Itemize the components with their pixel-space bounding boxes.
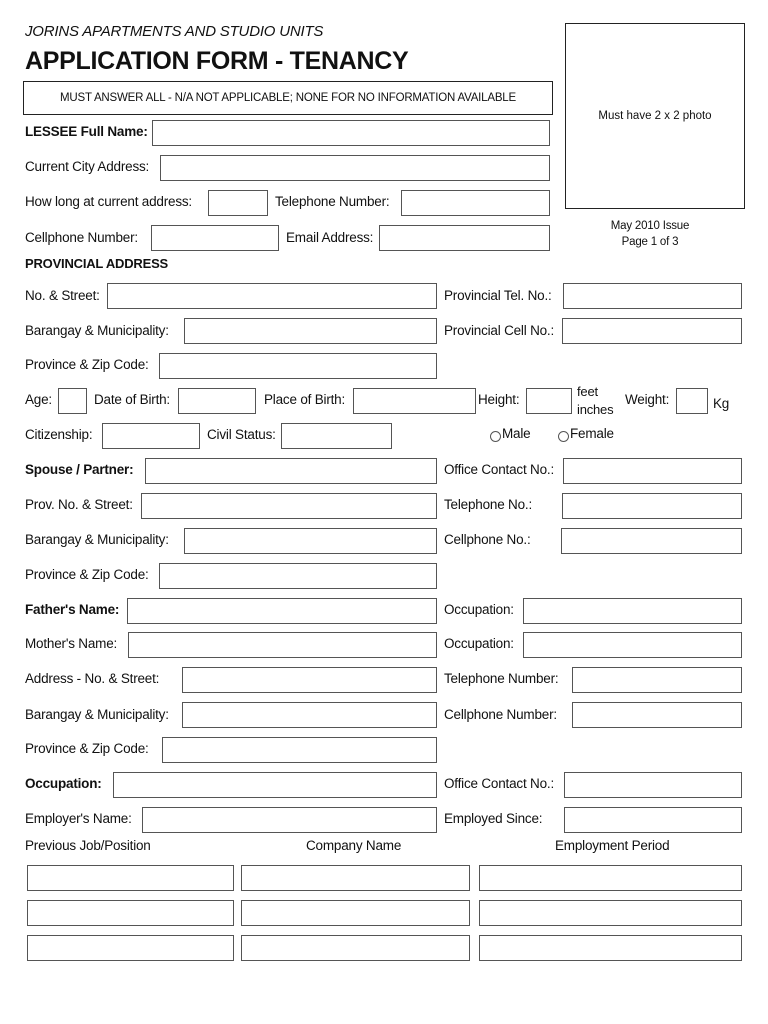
height-label: Height:: [478, 392, 520, 407]
notice-text: MUST ANSWER ALL - N/A NOT APPLICABLE; NONE FOR NO INFORMATION AVAILABLE: [60, 92, 516, 104]
parents-address-label: Address - No. & Street:: [25, 671, 160, 686]
company-name-field[interactable]: [241, 900, 470, 926]
mother-occupation-field[interactable]: [523, 632, 742, 658]
notice-box: [23, 81, 553, 115]
father-occupation-field[interactable]: [523, 598, 742, 624]
height-field[interactable]: [526, 388, 572, 414]
spouse-telephone-field[interactable]: [562, 493, 742, 519]
father-occupation-label: Occupation:: [444, 602, 514, 617]
occupation-label: Occupation:: [25, 776, 102, 791]
prov-zip-label: Province & Zip Code:: [25, 357, 149, 372]
citizenship-field[interactable]: [102, 423, 200, 449]
employed-since-label: Employed Since:: [444, 811, 543, 826]
employment-office-field[interactable]: [564, 772, 742, 798]
father-label: Father's Name:: [25, 602, 120, 617]
col-company-name: Company Name: [306, 838, 402, 853]
prov-barangay-field[interactable]: [184, 318, 437, 344]
weight-label: Weight:: [625, 392, 670, 407]
mother-field[interactable]: [128, 632, 437, 658]
weight-field[interactable]: [676, 388, 708, 414]
male-label: Male: [502, 426, 531, 441]
employment-office-label: Office Contact No.:: [444, 776, 555, 791]
spouse-field[interactable]: [145, 458, 437, 484]
spouse-cellphone-field[interactable]: [561, 528, 742, 554]
prov-barangay-label: Barangay & Municipality:: [25, 323, 169, 338]
spouse-street-field[interactable]: [141, 493, 437, 519]
spouse-telephone-label: Telephone No.:: [444, 497, 533, 512]
col-previous-job: Previous Job/Position: [25, 838, 151, 853]
parents-cellphone-label: Cellphone Number:: [444, 707, 557, 722]
pob-label: Place of Birth:: [264, 392, 346, 407]
parents-zip-field[interactable]: [162, 737, 437, 763]
company-name-field[interactable]: [241, 935, 470, 961]
previous-job-field[interactable]: [27, 900, 234, 926]
mother-occupation-label: Occupation:: [444, 636, 514, 651]
female-label: Female: [570, 426, 614, 441]
cellphone-label: Cellphone Number:: [25, 230, 138, 245]
parents-address-field[interactable]: [182, 667, 437, 693]
prov-cell-field[interactable]: [562, 318, 742, 344]
prov-zip-field[interactable]: [159, 353, 437, 379]
company-name-field[interactable]: [241, 865, 470, 891]
prov-cell-label: Provincial Cell No.:: [444, 323, 555, 338]
prov-street-field[interactable]: [107, 283, 437, 309]
spouse-zip-field[interactable]: [159, 563, 437, 589]
form-title: APPLICATION FORM - TENANCY: [25, 47, 409, 75]
employed-since-field[interactable]: [564, 807, 742, 833]
employment-period-field[interactable]: [479, 900, 742, 926]
previous-job-field[interactable]: [27, 935, 234, 961]
inches-label: inches: [577, 402, 614, 417]
telephone-field[interactable]: [401, 190, 550, 216]
telephone-label: Telephone Number:: [275, 194, 390, 209]
age-label: Age:: [25, 392, 52, 407]
kg-label: Kg: [713, 396, 730, 411]
parents-telephone-field[interactable]: [572, 667, 742, 693]
dob-label: Date of Birth:: [94, 392, 170, 407]
employer-label: Employer's Name:: [25, 811, 132, 826]
how-long-label: How long at current address:: [25, 194, 192, 209]
father-field[interactable]: [127, 598, 437, 624]
spouse-street-label: Prov. No. & Street:: [25, 497, 133, 512]
employment-period-field[interactable]: [479, 935, 742, 961]
prov-street-label: No. & Street:: [25, 288, 100, 303]
city-address-field[interactable]: [160, 155, 550, 181]
issue-date: May 2010 Issue: [610, 220, 690, 232]
spouse-zip-label: Province & Zip Code:: [25, 567, 149, 582]
photo-note: Must have 2 x 2 photo: [598, 110, 712, 122]
prov-tel-label: Provincial Tel. No.:: [444, 288, 552, 303]
email-label: Email Address:: [286, 230, 374, 245]
provincial-heading: PROVINCIAL ADDRESS: [25, 256, 169, 271]
mother-label: Mother's Name:: [25, 636, 118, 651]
city-address-label: Current City Address:: [25, 159, 150, 174]
occupation-field[interactable]: [113, 772, 437, 798]
civil-status-field[interactable]: [281, 423, 392, 449]
male-radio[interactable]: [490, 431, 501, 442]
spouse-office-label: Office Contact No.:: [444, 462, 555, 477]
page-number: Page 1 of 3: [621, 236, 679, 248]
female-radio[interactable]: [558, 431, 569, 442]
parents-zip-label: Province & Zip Code:: [25, 741, 149, 756]
pob-field[interactable]: [353, 388, 476, 414]
citizenship-label: Citizenship:: [25, 427, 93, 442]
col-employment-period: Employment Period: [555, 838, 670, 853]
spouse-label: Spouse / Partner:: [25, 462, 134, 477]
employment-period-field[interactable]: [479, 865, 742, 891]
previous-job-field[interactable]: [27, 865, 234, 891]
lessee-name-field[interactable]: [152, 120, 550, 146]
spouse-cellphone-label: Cellphone No.:: [444, 532, 531, 547]
how-long-field[interactable]: [208, 190, 268, 216]
email-field[interactable]: [379, 225, 550, 251]
lessee-name-label: LESSEE Full Name:: [25, 124, 148, 139]
prov-tel-field[interactable]: [563, 283, 742, 309]
photo-box[interactable]: [565, 23, 745, 209]
age-field[interactable]: [58, 388, 87, 414]
employer-field[interactable]: [142, 807, 437, 833]
cellphone-field[interactable]: [151, 225, 279, 251]
company-name: JORINS APARTMENTS AND STUDIO UNITS: [25, 23, 324, 40]
spouse-barangay-field[interactable]: [184, 528, 437, 554]
parents-telephone-label: Telephone Number:: [444, 671, 559, 686]
parents-barangay-label: Barangay & Municipality:: [25, 707, 169, 722]
dob-field[interactable]: [178, 388, 256, 414]
spouse-office-field[interactable]: [563, 458, 742, 484]
parents-barangay-field[interactable]: [182, 702, 437, 728]
parents-cellphone-field[interactable]: [572, 702, 742, 728]
civil-status-label: Civil Status:: [207, 427, 276, 442]
spouse-barangay-label: Barangay & Municipality:: [25, 532, 169, 547]
feet-label: feet: [577, 384, 598, 399]
